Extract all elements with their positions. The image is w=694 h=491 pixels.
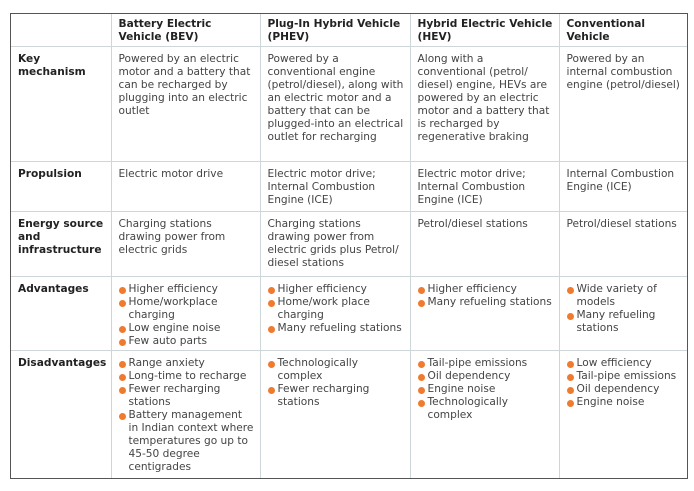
cell-phev: [260, 351, 410, 479]
advantages-list: [119, 283, 254, 348]
bullet-item: Long-time to recharge: [119, 370, 254, 383]
bullet-item: Home/work place charging: [268, 296, 404, 322]
disadvantages-list: [268, 357, 404, 409]
cell-hev: [410, 351, 559, 479]
row-label: Energy source and infrastructure: [11, 212, 111, 277]
bullet-item: Many refueling stations: [268, 322, 404, 335]
bullet-item: Engine noise: [567, 396, 682, 409]
disadvantages-list: [567, 357, 682, 409]
cell-bev: [111, 351, 260, 479]
cell-phev: Electric motor drive; Internal Combustion Engine (ICE): [260, 162, 410, 212]
cell-hev: Along with a conventional (petrol/ diesel) engine, HEVs are powered by an electric motor and a battery that is recharged by regenerative braking: [410, 47, 559, 162]
header-phev: Plug-In Hybrid Vehicle (PHEV): [260, 14, 410, 47]
cell-phev: Powered by a conventional engine (petrol/diesel), along with an electric motor and a battery that can be plugged-into an electrical outlet for recharging: [260, 47, 410, 162]
cell-hev: Electric motor drive; Internal Combustion Engine (ICE): [410, 162, 559, 212]
bullet-item: Fewer recharging stations: [119, 383, 254, 409]
bullet-item: Low engine noise: [119, 322, 254, 335]
cell-phev: [260, 277, 410, 351]
row-propulsion: [11, 162, 687, 212]
bullet-item: Oil dependency: [418, 370, 553, 383]
bullet-item: Technologically complex: [268, 357, 404, 383]
bullet-item: Higher efficiency: [119, 283, 254, 296]
bullet-item: Home/workplace charging: [119, 296, 254, 322]
bullet-item: Few auto parts: [119, 335, 254, 348]
disadvantages-list: [418, 357, 553, 422]
bullet-item: Oil dependency: [567, 383, 682, 396]
advantages-list: [567, 283, 682, 335]
bullet-item: Tail-pipe emissions: [567, 370, 682, 383]
bullet-item: Engine noise: [418, 383, 553, 396]
header-hev: Hybrid Electric Vehicle (HEV): [410, 14, 559, 47]
bullet-item: Range anxiety: [119, 357, 254, 370]
cell-hev: [410, 277, 559, 351]
row-label: Key mechanism: [11, 47, 111, 162]
cell-conventional: [559, 277, 687, 351]
row-energy-source: [11, 212, 687, 277]
cell-bev: Electric motor drive: [111, 162, 260, 212]
advantages-list: [268, 283, 404, 335]
header-row: [11, 14, 687, 47]
bullet-item: Battery management in Indian context where temperatures go up to 45-50 degree centigrades: [119, 409, 254, 474]
row-label: Disadvantages: [11, 351, 111, 479]
header-conventional: Conventional Vehicle: [559, 14, 687, 47]
cell-conventional: [559, 351, 687, 479]
row-disadvantages: [11, 351, 687, 479]
cell-bev: Charging stations drawing power from electric grids: [111, 212, 260, 277]
disadvantages-list: [119, 357, 254, 474]
cell-conventional: Internal Combustion Engine (ICE): [559, 162, 687, 212]
bullet-item: Higher efficiency: [418, 283, 553, 296]
row-key-mechanism: [11, 47, 687, 162]
header-bev: Battery Electric Vehicle (BEV): [111, 14, 260, 47]
cell-bev: Powered by an electric motor and a battery that can be recharged by plugging into an electric outlet: [111, 47, 260, 162]
bullet-item: Fewer recharging stations: [268, 383, 404, 409]
row-label: Propulsion: [11, 162, 111, 212]
bullet-item: Higher efficiency: [268, 283, 404, 296]
advantages-list: [418, 283, 553, 309]
cell-conventional: Powered by an internal combustion engine (petrol/diesel): [559, 47, 687, 162]
vehicle-comparison-table: [10, 13, 688, 479]
bullet-item: Technologically complex: [418, 396, 553, 422]
cell-conventional: Petrol/diesel stations: [559, 212, 687, 277]
header-corner: [11, 14, 111, 47]
bullet-item: Wide variety of models: [567, 283, 682, 309]
row-advantages: [11, 277, 687, 351]
bullet-item: Many refueling stations: [418, 296, 553, 309]
bullet-item: Tail-pipe emissions: [418, 357, 553, 370]
bullet-item: Low efficiency: [567, 357, 682, 370]
cell-hev: Petrol/diesel stations: [410, 212, 559, 277]
cell-phev: Charging stations drawing power from electric grids plus Petrol/ diesel stations: [260, 212, 410, 277]
bullet-item: Many refueling stations: [567, 309, 682, 335]
row-label: Advantages: [11, 277, 111, 351]
cell-bev: [111, 277, 260, 351]
